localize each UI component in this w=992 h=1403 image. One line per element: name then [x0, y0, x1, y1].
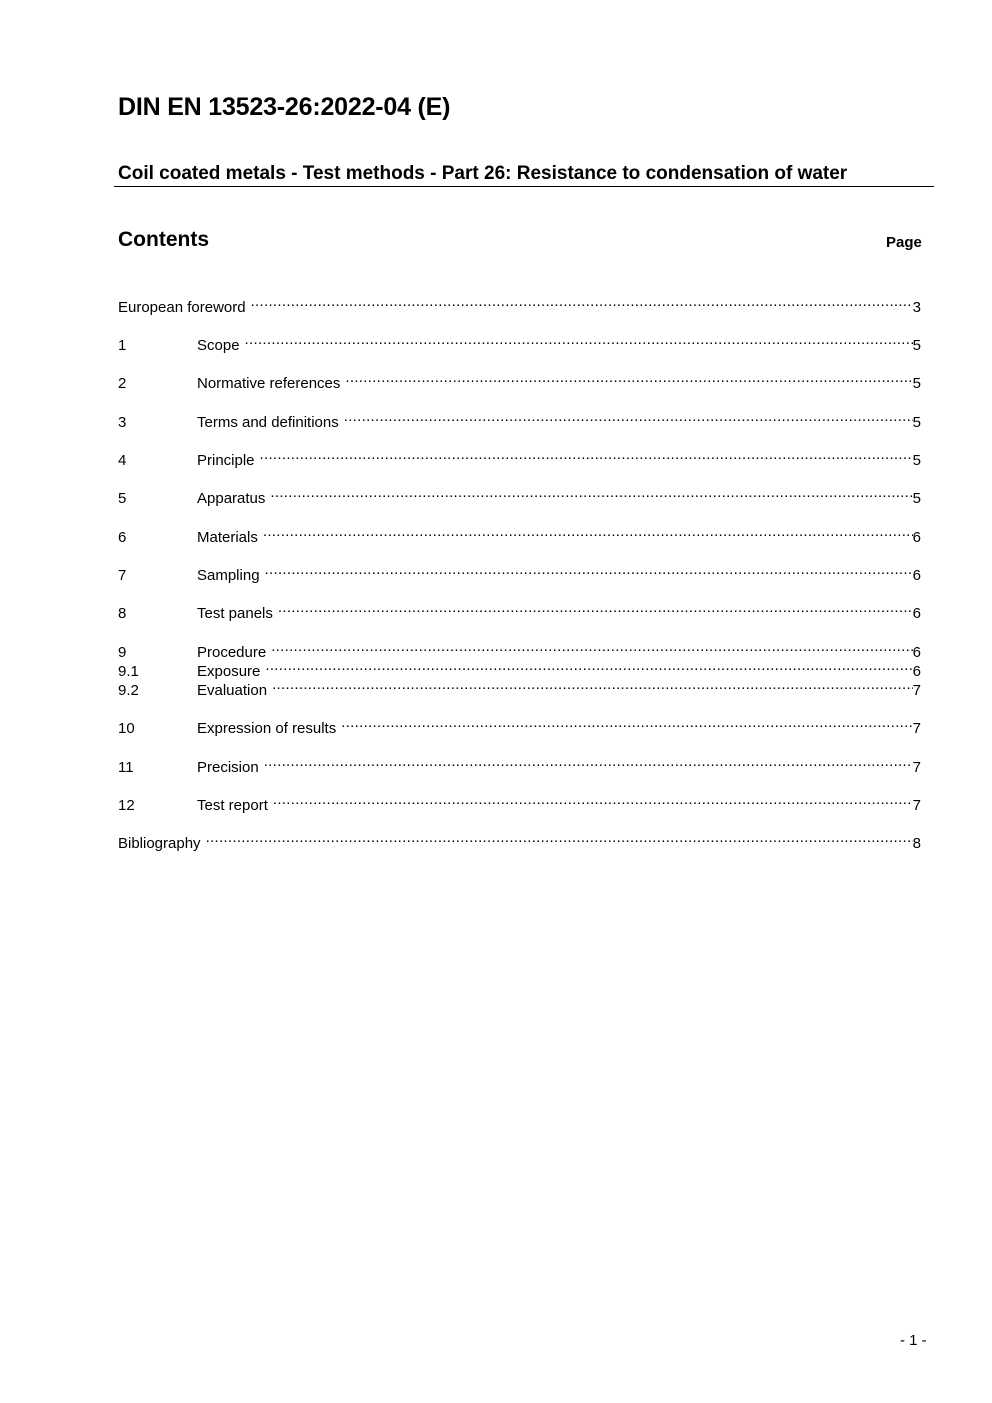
toc-entry[interactable] [118, 368, 921, 392]
toc-entry-page: 6 [912, 529, 921, 546]
table-of-contents [118, 0, 921, 1403]
toc-entry-number: 4 [118, 452, 127, 469]
contents-heading: Contents [118, 228, 209, 251]
toc-entry-title: Bibliography [118, 835, 201, 852]
toc-subentry[interactable] [118, 675, 921, 699]
toc-dot-leader [263, 522, 913, 542]
toc-entry-title: Precision [197, 759, 259, 776]
toc-entry-page: 6 [912, 663, 921, 680]
toc-dot-leader [278, 598, 913, 618]
toc-entry-title: Expression of results [197, 720, 337, 737]
toc-entry-page: 7 [912, 720, 921, 737]
toc-entry-page: 5 [912, 375, 921, 392]
document-id: DIN EN 13523-26:2022-04 (E) [118, 93, 451, 121]
toc-entry[interactable] [118, 330, 921, 354]
toc-entry[interactable] [118, 483, 921, 507]
toc-entry-number: 12 [118, 797, 135, 814]
toc-dot-leader [251, 292, 913, 312]
toc-entry-page: 6 [912, 644, 921, 661]
toc-entry-number: 9.2 [118, 682, 139, 699]
toc-entry-number: 3 [118, 414, 127, 431]
toc-entry-title: Procedure [197, 644, 267, 661]
toc-entry-page: 5 [912, 490, 921, 507]
page-number: - 1 - [900, 1332, 927, 1349]
document-title: Coil coated metals - Test methods - Part 26: Resistance to condensation of water [118, 163, 848, 184]
toc-entry[interactable] [118, 407, 921, 431]
toc-entry[interactable] [118, 522, 921, 546]
toc-entry[interactable] [118, 790, 921, 814]
toc-entry-title: Exposure [197, 663, 261, 680]
toc-entry-number: 10 [118, 720, 135, 737]
toc-entry-page: 6 [912, 567, 921, 584]
toc-dot-leader [341, 713, 912, 733]
toc-entry-title: Test report [197, 797, 268, 814]
toc-entry-number: 9 [118, 644, 127, 661]
toc-entry-number: 7 [118, 567, 127, 584]
toc-entry-number: 6 [118, 529, 127, 546]
toc-dot-leader [206, 828, 913, 848]
toc-entry[interactable] [118, 292, 921, 316]
toc-entry-number: 11 [118, 759, 134, 776]
toc-entry-page: 5 [912, 414, 921, 431]
toc-dot-leader [260, 445, 913, 465]
toc-dot-leader [271, 637, 912, 657]
toc-entry-page: 7 [912, 682, 921, 699]
toc-entry-number: 5 [118, 490, 127, 507]
toc-entry-page: 5 [912, 452, 921, 469]
toc-entry-title: Principle [197, 452, 255, 469]
toc-entry-number: 8 [118, 605, 127, 622]
toc-entry[interactable] [118, 445, 921, 469]
toc-entry-title: Scope [197, 337, 240, 354]
toc-entry[interactable] [118, 713, 921, 737]
toc-dot-leader [273, 790, 913, 810]
toc-entry[interactable] [118, 598, 921, 622]
toc-dot-leader [270, 483, 912, 503]
toc-entry-number: 1 [118, 337, 127, 354]
toc-entry-page: 5 [912, 337, 921, 354]
toc-entry[interactable] [118, 560, 921, 584]
toc-entry[interactable] [118, 752, 921, 776]
toc-entry-title: European foreword [118, 299, 246, 316]
toc-entry-title: Evaluation [197, 682, 268, 699]
toc-dot-leader [264, 752, 913, 772]
toc-entry[interactable] [118, 637, 921, 661]
toc-subentry[interactable] [118, 656, 921, 680]
toc-entry-title: Terms and definitions [197, 414, 339, 431]
toc-entry-page: 7 [912, 759, 921, 776]
toc-entry-number: 9.1 [118, 663, 139, 680]
toc-entry-page: 6 [912, 605, 921, 622]
toc-dot-leader [344, 407, 913, 427]
toc-entry-title: Normative references [197, 375, 341, 392]
toc-entry-title: Materials [197, 529, 258, 546]
toc-entry-title: Apparatus [197, 490, 266, 507]
toc-entry-page: 3 [912, 299, 921, 316]
toc-dot-leader [265, 560, 913, 580]
toc-dot-leader [345, 368, 912, 388]
toc-entry[interactable] [118, 828, 921, 852]
page-column-heading: Page [886, 234, 922, 251]
toc-entry-number: 2 [118, 375, 127, 392]
toc-entry-title: Test panels [197, 605, 273, 622]
toc-entry-page: 8 [912, 835, 921, 852]
toc-dot-leader [245, 330, 913, 350]
toc-entry-title: Sampling [197, 567, 260, 584]
toc-entry-page: 7 [912, 797, 921, 814]
toc-dot-leader [272, 675, 913, 695]
toc-dot-leader [265, 656, 912, 676]
